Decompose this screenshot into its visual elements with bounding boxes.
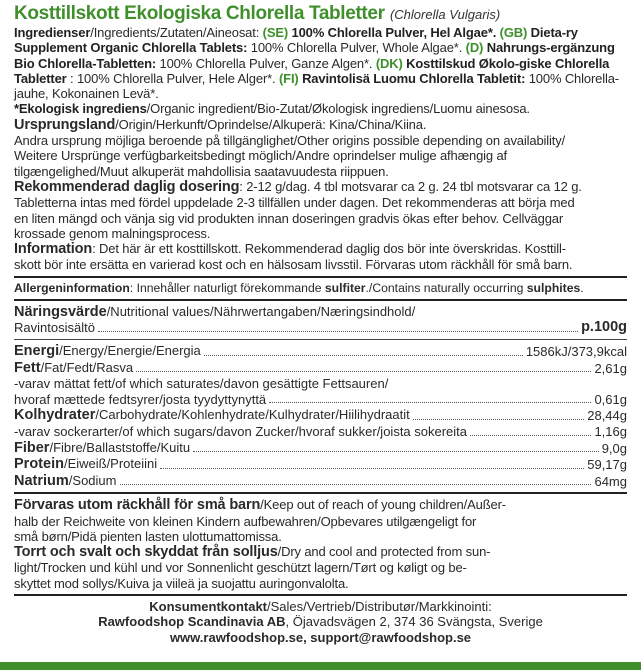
contact-address-line: Rawfoodshop Scandinavia AB, Öjavadsvägen 2, 374 36 Svängsta, Sverige xyxy=(98,614,543,630)
divider xyxy=(14,299,627,301)
nutrition-row-protein: Protein/Eiweiß/Proteiini 59,17g xyxy=(14,456,627,473)
nutrition-heading-row: Näringsvärde/Nutritional values/Nährwertangaben/Næringsindhold/ xyxy=(14,303,416,320)
information-block: Information: Det här är ett kosttillskott. Rekommenderad daglig dos bör inte överskridas. Kosttill- skott bör inte ersätta en varierad kost och en hälsosam livsstil. Förvaras utom räckhåll för små barn. xyxy=(14,241,573,273)
nutrition-row-saturates-label: -varav mättat fett/of which saturates/davon gesättigte Fettsauren/ xyxy=(14,376,389,392)
origin-block: Ursprungsland/Origin/Herkunft/Oprindelse/Alkuperä: Kina/China/Kiina. Andra ursprung möjliga beroende på tillgänglighet/Other origins possible depending on availability/ Weitere Ursprünge verfügbarkeitsbedingt möglich/Andre oprindelser mulige afhængig af tilgængelighed/Muut alkuperät mahdollisia saatavuudesta riippuen. xyxy=(14,116,566,179)
bottom-green-bar xyxy=(0,662,641,670)
country-code-se: (SE) xyxy=(262,25,289,40)
contact-heading-line: Konsumentkontakt/Sales/Vertrieb/Distributør/Markkinointi: xyxy=(149,599,492,615)
allergen-heading: Allergeninformation xyxy=(14,280,130,295)
nutrition-row-fat: Fett/Fat/Fedt/Rasva 2,61g xyxy=(14,359,627,376)
nutrition-row-fiber: Fiber/Fibre/Ballaststoffe/Kuitu 9,0g xyxy=(14,439,627,456)
country-code-dk: (DK) xyxy=(375,55,403,71)
title-row xyxy=(14,3,627,25)
ingredients-heading: Ingredienser xyxy=(14,25,91,40)
information-heading: Information xyxy=(14,241,93,258)
divider xyxy=(14,594,627,596)
ingredients-block: Ingredienser/Ingredients/Zutaten/Aineosat: (SE) 100% Chlorella Pulver, Hel Algae*. (GB) Dieta-ry Supplement Organic Chlorella Tablets: 100% Chlorella Pulver, Whole Algae*. (D) Nahrungs-ergänzung Bio Chlorella-Tabletten: 100% Chlorella Pulver, Ganze Algen*. (DK) Kosttilskud Økolo-giske Chlorella Tabletter : 100% Chlorella Pulver, Hele Alger*. (FI) Ravintolisä Luomu Chlorella Tabletit: 100% Chlorella-jauhe, Kokonainen Levä*. xyxy=(14,25,619,102)
divider xyxy=(14,276,627,278)
country-code-gb: (GB) xyxy=(499,25,528,40)
storage-heading-dry: Torrt och svalt och skyddat från solljus xyxy=(14,544,278,561)
nutrition-row: Ravintosisältö p.100g xyxy=(14,319,627,336)
divider xyxy=(14,339,627,340)
nutrition-row-energy: Energi/Energy/Energie/Energia 1586kJ/373,9kcal xyxy=(14,342,627,359)
nutrition-row-carbohydrate: Kolhydrater/Carbohydrate/Kohlenhydrate/Kulhydrater/Hiilihydraatit 28,44g xyxy=(14,407,627,424)
origin-heading: Ursprungsland xyxy=(14,116,116,133)
contact-web-line: www.rawfoodshop.se, support@rawfoodshop.se xyxy=(169,629,472,645)
dosage-heading: Rekommenderad daglig dosering xyxy=(14,178,240,195)
organic-note: *Ekologisk ingrediens/Organic ingredient/Bio-Zutat/Økologisk ingrediens/Luomu ainesosa. xyxy=(14,101,530,117)
allergen-info: Allergeninformation: Innehåller naturligt förekommande sulfiter./Contains naturally occurring sulphites. xyxy=(14,280,584,295)
nutrition-table xyxy=(14,304,627,490)
storage-heading-children: Förvaras utom räckhåll för små barn xyxy=(14,497,261,514)
country-code-fi: (FI) xyxy=(278,70,299,86)
product-title: Kosttillskott Ekologiska Chlorella Tabletter xyxy=(14,3,385,24)
nutrition-row-sugars: -varav sockerarter/of which sugars/davon Zucker/hvoraf sukker/joista sokereita 1,16g xyxy=(14,423,627,439)
nutrition-row-saturates: hvoraf mættede fedtsyrer/josta tyydyttynyttä 0,61g xyxy=(14,391,627,407)
dosage-block: Rekommenderad daglig dosering: 2-12 g/dag. 4 tbl motsvarar ca 2 g. 24 tbl motsvarar ca 12 g. Tabletterna intas med fördel uppdelade 2-3 tillfällen under dagen. Det rekommenderas att börja med en liten mängd och vänja sig vid produkten innan doseringen gradvis ökas efter behov. Cellväggar krossade genom malningsprocess. xyxy=(14,178,582,241)
storage-block: Förvaras utom räckhåll för små barn/Keep out of reach of young children/Außer- halb der Reichweite von kleinen Kindern aufbewahren/Opbevares utilgængeligt for små børn/Pidä pienten lasten ulottumattomissa. Torrt och svalt och skyddat från solljus/Dry and cool and protected from sun- light/Trocken und kühl und vor Sonnenlicht geschützt lagern/Tørt og køligt og be- skyttet mod sollys/Kuiva ja viileä ja suojattu auringonvalolta. xyxy=(14,497,506,591)
divider xyxy=(14,492,627,494)
contact-block xyxy=(14,599,627,645)
nutrition-row-sodium: Natrium/Sodium 64mg xyxy=(14,472,627,489)
country-code-d: (D) xyxy=(465,40,484,56)
latin-name: (Chlorella Vulgaris) xyxy=(389,7,501,22)
